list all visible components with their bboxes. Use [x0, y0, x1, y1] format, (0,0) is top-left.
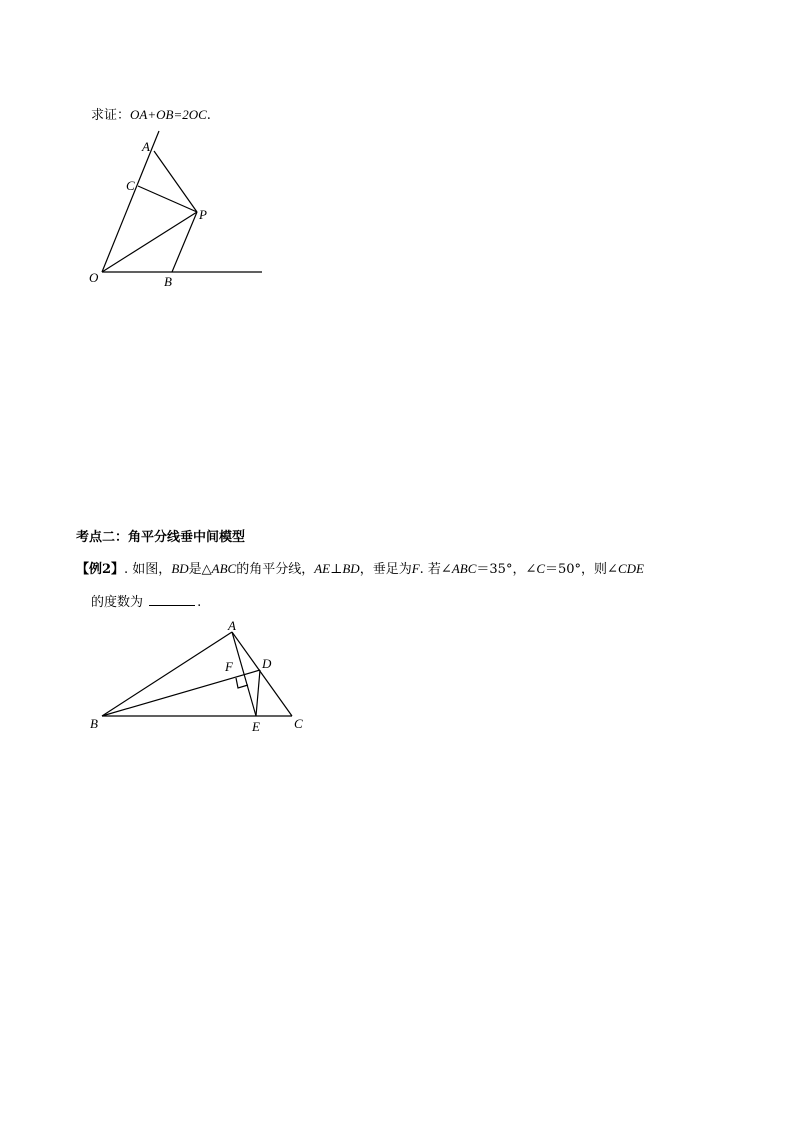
- label-c: C: [294, 716, 303, 731]
- var-c: C: [536, 561, 546, 576]
- text-seg: ＝50°，则∠: [545, 562, 618, 577]
- text-seg: 的度数为: [91, 595, 144, 610]
- proof-equation: OA+OB=2OC: [130, 107, 207, 122]
- label-o: O: [89, 270, 99, 285]
- text-seg: . 如图，: [124, 562, 172, 577]
- text-seg: 的角平分线，: [236, 562, 315, 577]
- text-seg: 是△: [188, 562, 212, 577]
- text-seg: . 若∠: [419, 562, 452, 577]
- var-bd: BD: [171, 561, 189, 576]
- label-e: E: [252, 719, 260, 734]
- segment-de: [256, 670, 260, 716]
- label-a: A: [228, 618, 236, 633]
- side-ac: [232, 632, 292, 716]
- label-p: P: [199, 207, 207, 222]
- perp-symbol: ⊥: [330, 562, 343, 577]
- example2-tag: 【例2】: [76, 562, 125, 577]
- label-b: B: [164, 274, 172, 289]
- var-cde: CDE: [617, 561, 644, 576]
- var-bd: BD: [342, 561, 360, 576]
- proof-end: .: [206, 108, 211, 123]
- var-abc: ABC: [211, 561, 237, 576]
- text-seg: .: [197, 595, 202, 610]
- text-seg: ，垂足为: [359, 562, 412, 577]
- label-a: A: [142, 139, 150, 154]
- label-f: F: [225, 659, 233, 674]
- segment-ae: [232, 632, 256, 716]
- section-heading: 考点二：角平分线垂中间模型: [76, 530, 246, 545]
- label-d: D: [262, 656, 272, 671]
- proof-prefix: 求证：: [91, 108, 131, 123]
- var-abc: ABC: [451, 561, 477, 576]
- side-ba: [102, 632, 232, 716]
- text-seg: ＝35°，∠: [476, 562, 537, 577]
- segment-bd: [102, 670, 260, 716]
- var-ae: AE: [314, 561, 331, 576]
- label-c: C: [126, 178, 135, 193]
- var-f: F: [411, 561, 420, 576]
- label-b: B: [90, 716, 98, 731]
